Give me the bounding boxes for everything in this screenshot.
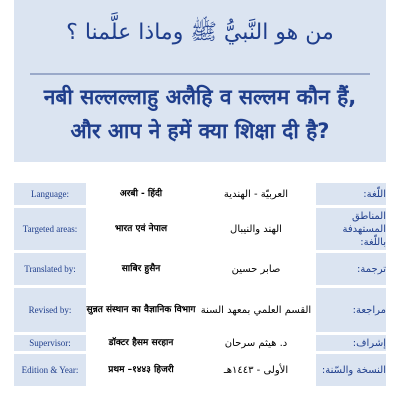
arabic-label: إشراف: xyxy=(316,335,386,351)
hindi-value: प्रथम –१४४३ हिजरी xyxy=(86,354,196,386)
table-row-edition-year xyxy=(14,354,386,386)
info-table xyxy=(14,180,386,389)
arabic-value: الأولى - ١٤٤٣هـ xyxy=(196,354,316,386)
arabic-label: اللّغة: xyxy=(316,183,386,205)
english-label: Revised by: xyxy=(14,288,86,332)
hindi-title-line-1: नबी सल्लल्लाहु अलैहि व सल्लम कौन हैं, xyxy=(43,85,357,109)
arabic-value: القسم العلمي بمعهد السنة xyxy=(196,288,316,332)
hindi-value: भारत एवं नेपाल xyxy=(86,208,196,250)
title-divider xyxy=(30,73,370,75)
table-row-revised-by xyxy=(14,288,386,332)
table-row-supervisor xyxy=(14,335,386,351)
table-row-language xyxy=(14,183,386,205)
arabic-value: الهند والنيبال xyxy=(196,208,316,250)
english-label: Edition & Year: xyxy=(14,354,86,386)
hindi-value: सुन्नत संस्थान का वैज्ञानिक विभाग xyxy=(86,288,196,332)
english-label: Supervisor: xyxy=(14,335,86,351)
arabic-value: د. هيثم سرحان xyxy=(196,335,316,351)
hindi-title xyxy=(14,80,386,148)
arabic-value: العربيّة - الهندية xyxy=(196,183,316,205)
english-label: Language: xyxy=(14,183,86,205)
hindi-value: साबिर हुसैन xyxy=(86,253,196,285)
english-label: Translated by: xyxy=(14,253,86,285)
table-row-targeted-areas xyxy=(14,208,386,250)
arabic-label: ترجمة: xyxy=(316,253,386,285)
arabic-value: صابر حسين xyxy=(196,253,316,285)
hindi-value: डॉक्टर हैसम सरहान xyxy=(86,335,196,351)
english-label: Targeted areas: xyxy=(14,208,86,250)
arabic-title: من هو النَّبيُّ ﷺ وماذا علَّمنا ؟ xyxy=(66,20,334,45)
arabic-label: مراجعة: xyxy=(316,288,386,332)
arabic-label: المناطق المستهدفة باللّغة: xyxy=(316,208,386,250)
hindi-value: अरबी - हिंदी xyxy=(86,183,196,205)
arabic-label: النسخة والسّنة: xyxy=(316,354,386,386)
table-row-translated-by xyxy=(14,253,386,285)
hindi-title-line-2: और आप ने हमें क्या शिक्षा दी है? xyxy=(70,119,330,143)
